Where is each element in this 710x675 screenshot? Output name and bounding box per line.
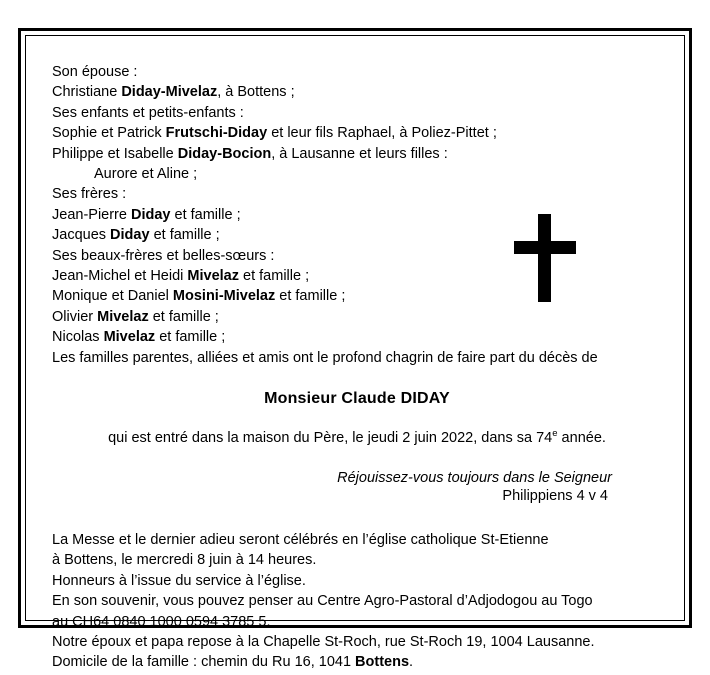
line-text: Ses frères :	[52, 186, 127, 203]
entered-text-after: année.	[557, 429, 606, 446]
cross-horizontal-bar	[514, 241, 576, 254]
line-text: , à Lausanne et leurs filles :	[271, 145, 448, 162]
emphasised-name: Mivelaz	[187, 268, 239, 285]
notice-line	[52, 144, 662, 164]
line-text: Christiane	[52, 84, 122, 101]
line-text: et famille ;	[155, 329, 226, 346]
entered-text-before: qui est entré dans la maison du Père, le jeudi 2 juin 2022, dans sa 74	[108, 429, 553, 446]
service-details	[52, 530, 662, 673]
line-text: Domicile de la famille : chemin du Ru 16, 1041	[52, 654, 356, 671]
line-text: et famille ;	[275, 288, 346, 305]
line-text: Aurore et Aline ;	[94, 166, 198, 183]
entered-into-house-line	[52, 428, 662, 446]
line-text: et leur fils Raphael, à Poliez-Pittet ;	[267, 125, 497, 142]
line-text: Les familles parentes, alliées et amis ont le profond chagrin de faire part du décès de	[52, 349, 598, 366]
notice-line	[52, 632, 662, 652]
notice-line	[52, 652, 662, 672]
notice-line	[52, 550, 662, 570]
emphasised-name: Diday-Bocion	[177, 145, 272, 162]
emphasised-name: Diday	[130, 206, 171, 223]
emphasised-name: Diday-Mivelaz	[121, 84, 218, 101]
notice-line	[52, 530, 662, 550]
notice-inner-border	[25, 35, 685, 671]
line-text: et famille ;	[148, 308, 219, 325]
line-text: Monique et Daniel	[52, 288, 173, 305]
line-text: Sophie et Patrick	[52, 125, 166, 142]
entered-ordinal-suffix: e	[552, 428, 558, 440]
notice-line	[52, 348, 662, 368]
notice-line	[52, 307, 662, 327]
verse-reference: Philippiens 4 v 4	[502, 487, 608, 504]
line-text: Son épouse :	[52, 64, 138, 80]
notice-line	[52, 123, 662, 143]
line-text: et famille ;	[149, 227, 220, 244]
emphasised-name: Bottens	[355, 654, 410, 671]
notice-line	[52, 184, 662, 204]
line-text: et famille ;	[239, 268, 310, 285]
emphasised-name: Mivelaz	[103, 329, 156, 346]
line-text: Olivier	[52, 308, 98, 325]
line-text: Honneurs à l’issue du service à l’église.	[52, 572, 306, 589]
line-text: Ses beaux-frères et belles-sœurs :	[52, 247, 275, 264]
notice-content	[52, 62, 662, 671]
notice-line	[52, 327, 662, 347]
line-text: Jacques	[52, 227, 111, 244]
line-text: Philippe et Isabelle	[52, 145, 178, 162]
emphasised-name: Mivelaz	[97, 308, 149, 325]
line-text: Jean-Michel et Heidi	[52, 268, 188, 285]
line-text: En son souvenir, vous pouvez penser au Centre Agro-Pastoral d’Adjodogou au Togo	[52, 593, 593, 610]
notice-line	[52, 62, 662, 82]
scripture-verse	[52, 470, 662, 504]
notice-line	[52, 164, 662, 184]
line-text: Jean-Pierre	[52, 206, 131, 223]
line-text: .	[409, 654, 414, 671]
emphasised-name: Mosini-Mivelaz	[172, 288, 276, 305]
line-text: La Messe et le dernier adieu seront célébrés en l’église catholique St-Etienne	[52, 531, 549, 548]
cross-vertical-bar	[538, 214, 551, 302]
notice-line	[52, 591, 662, 611]
line-text: Ses enfants et petits-enfants :	[52, 104, 244, 121]
line-text: à Bottens, le mercredi 8 juin à 14 heures.	[52, 552, 317, 569]
verse-text: Réjouissez-vous toujours dans le Seigneur	[337, 469, 612, 486]
emphasised-name: Diday	[110, 227, 150, 244]
line-text: , à Bottens ;	[217, 84, 295, 101]
notice-line	[52, 571, 662, 591]
notice-line	[52, 103, 662, 123]
line-text: au CH64 0840 1000 0594 3785 5.	[52, 613, 271, 630]
latin-cross-icon	[514, 214, 576, 302]
notice-line	[52, 82, 662, 102]
death-notice-card	[18, 28, 692, 671]
line-text: et famille ;	[170, 206, 241, 223]
line-text: Notre époux et papa repose à la Chapelle St-Roch, rue St-Roch 19, 1004 Lausanne.	[52, 633, 595, 650]
line-text: Nicolas	[52, 329, 104, 346]
deceased-name: Monsieur Claude DIDAY	[264, 390, 450, 408]
emphasised-name: Frutschi-Diday	[165, 125, 268, 142]
notice-line	[52, 612, 662, 632]
